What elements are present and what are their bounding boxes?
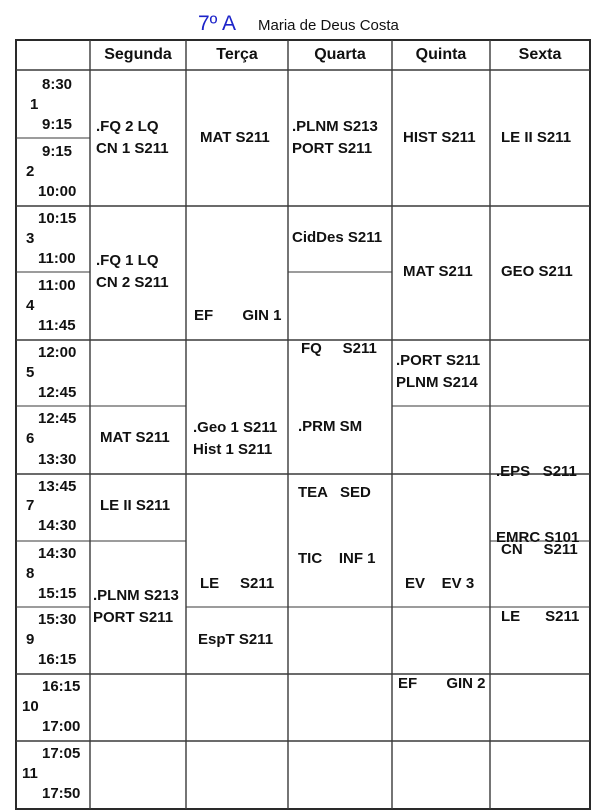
period-end: 9:15 (42, 116, 73, 133)
lesson-cell (193, 417, 277, 461)
lesson-line: EspT S211 (198, 631, 274, 648)
period-start: 17:05 (42, 745, 81, 762)
lesson-line: LE II S211 (501, 129, 572, 146)
lesson-line: Hist 1 S211 (193, 441, 273, 458)
period-number: 6 (26, 430, 35, 447)
period-start: 14:30 (38, 545, 77, 562)
lesson-cell (100, 495, 170, 517)
period-end: 11:45 (38, 317, 76, 334)
period-end: 16:15 (38, 651, 77, 668)
lesson-line: MAT S211 (100, 429, 170, 446)
lesson-cell (93, 585, 179, 629)
period-number: 10 (22, 698, 39, 715)
lesson-cell (405, 529, 474, 617)
lesson-cell (403, 127, 476, 149)
lesson-line: CN 1 S211 (96, 140, 169, 157)
period-start: 10:15 (38, 210, 77, 227)
lesson-line: PORT S211 (292, 140, 373, 157)
lesson-line: FQ S211 (301, 340, 377, 357)
lesson-line: GEO S211 (501, 263, 573, 280)
lesson-cell (501, 562, 579, 650)
lesson-line: TIC INF 1 (298, 550, 376, 567)
period-number: 2 (26, 163, 35, 180)
lesson-cell (396, 350, 480, 394)
lesson-line: EF GIN 2 (398, 675, 486, 692)
class-name: 7º A (198, 12, 237, 35)
period-number: 11 (22, 765, 38, 782)
period-start: 16:15 (42, 678, 81, 695)
period-number: 5 (26, 364, 35, 381)
lesson-line: EF GIN 1 (194, 307, 282, 324)
lesson-line: EMRC S101 (496, 529, 580, 546)
period-start: 15:30 (38, 611, 77, 628)
day-header-sexta: Sexta (518, 46, 562, 63)
lesson-line: PORT S211 (93, 609, 174, 626)
day-header-quarta: Quarta (314, 46, 366, 63)
lesson-line: PLNM S214 (396, 374, 478, 391)
lesson-line: TEA SED (298, 484, 371, 501)
lesson-cell (198, 629, 273, 651)
lesson-cell (100, 427, 170, 449)
period-end: 17:50 (42, 785, 81, 802)
lesson-line: LE II S211 (100, 497, 171, 514)
lesson-line: LE S211 (501, 608, 580, 625)
lesson-line: CN 2 S211 (96, 274, 169, 291)
lesson-cell (200, 127, 270, 149)
period-start: 11:00 (38, 277, 76, 294)
lesson-line: LE S211 (200, 575, 275, 592)
lesson-cell (301, 294, 377, 382)
lesson-cell (194, 261, 282, 349)
lesson-line: MAT S211 (403, 263, 473, 280)
lesson-line: EV EV 3 (405, 575, 475, 592)
lesson-cell (292, 227, 382, 249)
period-end: 11:00 (38, 250, 76, 267)
period-end: 12:45 (38, 384, 77, 401)
period-number: 7 (26, 497, 35, 514)
lesson-cell (96, 116, 169, 160)
period-start: 8:30 (42, 76, 73, 93)
day-header-terca: Terça (216, 46, 258, 63)
period-end: 15:15 (38, 585, 77, 602)
lesson-line: .FQ 1 LQ (96, 252, 159, 269)
lesson-line: .PLNM S213 (93, 587, 179, 604)
lesson-line: .Geo 1 S211 (193, 419, 278, 436)
lesson-cell (403, 261, 473, 283)
lesson-cell (298, 372, 376, 592)
period-number: 9 (26, 631, 35, 648)
lesson-line: CidDes S211 (292, 229, 383, 246)
period-number: 3 (26, 230, 35, 247)
period-number: 4 (26, 297, 35, 314)
lesson-line: .PORT S211 (396, 352, 481, 369)
lesson-line: .FQ 2 LQ (96, 118, 159, 135)
lesson-line: MAT S211 (200, 129, 270, 146)
period-number: 8 (26, 565, 35, 582)
period-number: 1 (30, 96, 39, 113)
period-start: 12:00 (38, 344, 77, 361)
period-start: 13:45 (38, 478, 77, 495)
lesson-line: .EPS S211 (496, 463, 577, 480)
lesson-cell (398, 629, 486, 717)
day-header-quinta: Quinta (415, 46, 467, 63)
lesson-cell (200, 529, 274, 617)
lesson-cell (292, 116, 378, 160)
period-end: 17:00 (42, 718, 81, 735)
teacher-name: Maria de Deus Costa (258, 17, 399, 34)
period-end: 10:00 (38, 183, 77, 200)
lesson-line: .PLNM S213 (292, 118, 378, 135)
period-start: 9:15 (42, 143, 73, 160)
period-end: 13:30 (38, 451, 77, 468)
period-end: 14:30 (38, 517, 77, 534)
lesson-cell (501, 127, 571, 149)
lesson-line: .PRM SM (298, 418, 363, 435)
lesson-cell (501, 261, 573, 283)
lesson-line: CN S211 (501, 541, 578, 558)
lesson-cell (96, 250, 169, 294)
day-header-segunda: Segunda (104, 46, 172, 63)
lesson-line: HIST S211 (403, 129, 476, 146)
period-start: 12:45 (38, 410, 77, 427)
